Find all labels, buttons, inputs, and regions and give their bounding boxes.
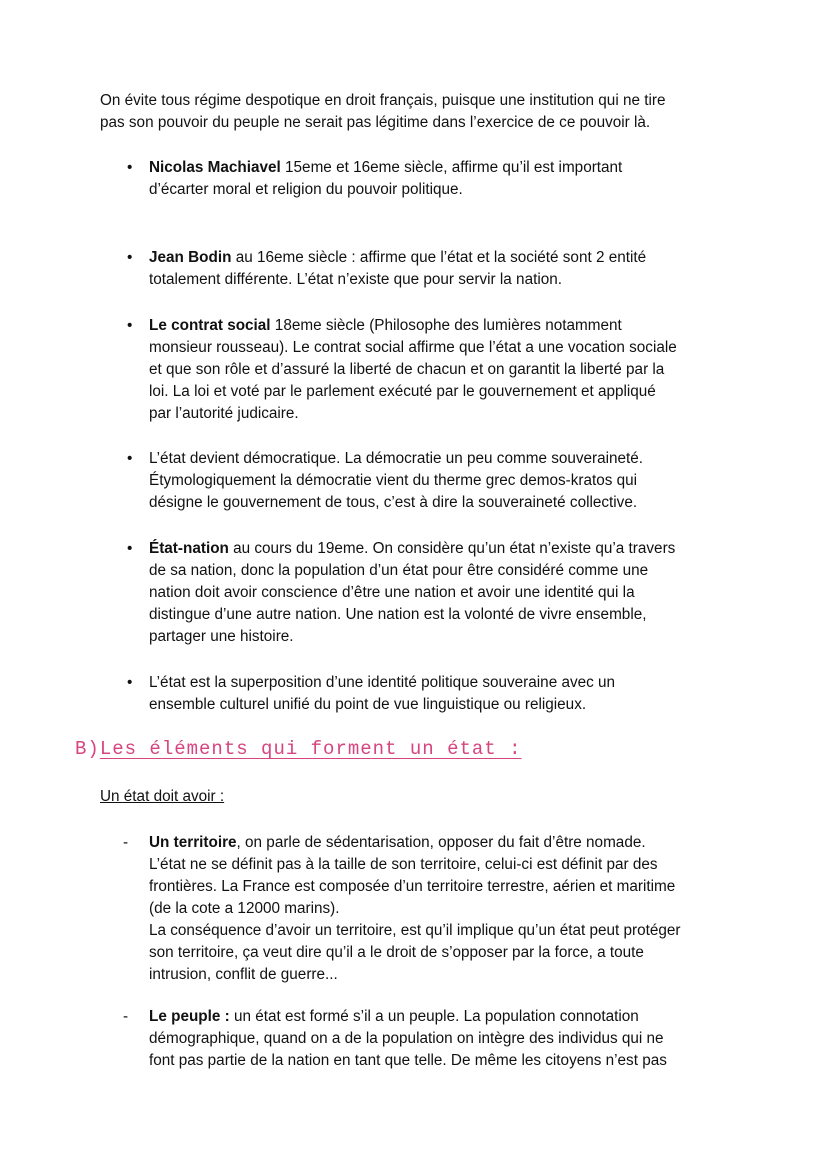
- text-line: [149, 672, 615, 694]
- text-line: [149, 337, 677, 359]
- text-line: [149, 942, 680, 964]
- subheading: Un état doit avoir :: [100, 788, 225, 805]
- heading-prefix: B): [75, 738, 100, 760]
- text-span: font pas partie de la nation en tant que telle. De même les citoyens n’est pas: [149, 1052, 667, 1069]
- text-span: nation doit avoir conscience d’être une nation et avoir une identité qui la: [149, 584, 635, 601]
- text-span: Étymologiquement la démocratie vient du therme grec demos-kratos qui: [149, 472, 638, 489]
- text-span: son territoire, ça veut dire qu’il a le droit de s’opposer par la force, a toute: [149, 944, 644, 961]
- text-span: un état est formé s’il a un peuple. La population connotation: [229, 1008, 639, 1025]
- text-span: de sa nation, donc la population d’un état pour être considéré comme une: [149, 562, 649, 579]
- text-line: [149, 448, 643, 470]
- text-line: On évite tous régime despotique en droit français, puisque une institution qui ne tire: [100, 92, 666, 109]
- text-span: 15eme et 16eme siècle, affirme qu’il est important: [280, 159, 623, 176]
- text-span: L’état devient démocratique. La démocratie un peu comme souveraineté.: [149, 450, 644, 467]
- dash-item: [123, 832, 681, 986]
- text-line: [149, 492, 643, 514]
- text-line: [149, 538, 675, 560]
- text-span: d’écarter moral et religion du pouvoir politique.: [149, 181, 463, 198]
- text-span: 18eme siècle (Philosophe des lumières notamment: [270, 317, 622, 334]
- text-line: [149, 403, 677, 425]
- text-line: [149, 964, 680, 986]
- text-span: partager une histoire.: [149, 628, 294, 645]
- text-span: et que son rôle et d’assuré la liberté de chacun et on garantit la liberté par la: [149, 361, 665, 378]
- bullet-marker: •: [127, 159, 133, 176]
- text-span: distingue d’une autre nation. Une nation est la volonté de vivre ensemble,: [149, 606, 647, 623]
- text-span: loi. La loi et voté par le parlement exécuté par le gouvernement et appliqué: [149, 383, 656, 400]
- text-span: désigne le gouvernement de tous, c’est à dire la souveraineté collective.: [149, 494, 638, 511]
- bullet-marker: •: [127, 450, 133, 467]
- text-span: intrusion, conflit de guerre...: [149, 966, 338, 983]
- bold-term: Le contrat social: [149, 317, 271, 334]
- intro-paragraph: [100, 90, 665, 134]
- text-span: , on parle de sédentarisation, opposer du fait d’être nomade.: [236, 834, 646, 851]
- dash-marker: -: [123, 1008, 129, 1025]
- text-line: [149, 269, 646, 291]
- text-line: pas son pouvoir du peuple ne serait pas légitime dans l’exercice de ce pouvoir là.: [100, 114, 651, 131]
- text-span: totalement différente. L’état n’existe que pour servir la nation.: [149, 271, 562, 288]
- text-line: [149, 247, 646, 269]
- bullet-item: [127, 538, 676, 648]
- text-line: [149, 854, 680, 876]
- text-line: [149, 381, 677, 403]
- bullet-item: [127, 448, 644, 514]
- text-span: frontières. La France est composée d’un territoire terrestre, aérien et maritime: [149, 878, 676, 895]
- bold-term: Un territoire: [149, 834, 237, 851]
- bullet-item: [127, 315, 677, 425]
- heading-title: Les éléments qui forment un état :: [99, 738, 522, 760]
- bullet-item: [127, 157, 623, 201]
- text-span: démographique, quand on a de la population on intègre des individus qui ne: [149, 1030, 664, 1047]
- text-line: [149, 604, 675, 626]
- bold-term: Nicolas Machiavel: [149, 159, 281, 176]
- text-span: L’état est la superposition d’une identité politique souveraine avec un: [149, 674, 616, 691]
- text-line: [149, 876, 680, 898]
- text-span: L’état ne se définit pas à la taille de son territoire, celui-ci est définit par des: [149, 856, 658, 873]
- text-line: [149, 359, 677, 381]
- text-line: [149, 898, 680, 920]
- dash-item: [123, 1006, 667, 1072]
- text-span: par l’autorité judicaire.: [149, 405, 299, 422]
- text-span: La conséquence d’avoir un territoire, est qu’il implique qu’un état peut protéger: [149, 922, 681, 939]
- text-line: [149, 832, 680, 854]
- text-line: [149, 560, 675, 582]
- text-span: monsieur rousseau). Le contrat social affirme que l’état a une vocation sociale: [149, 339, 677, 356]
- text-line: [149, 694, 615, 716]
- bold-term: Le peuple :: [149, 1008, 230, 1025]
- bullet-marker: •: [127, 540, 133, 557]
- bold-term: État-nation: [149, 540, 229, 557]
- bullet-marker: •: [127, 674, 133, 691]
- text-line: [149, 1006, 667, 1028]
- text-span: (de la cote a 12000 marins).: [149, 900, 340, 917]
- text-line: [149, 626, 675, 648]
- bullet-marker: •: [127, 317, 133, 334]
- section-heading: [75, 738, 521, 760]
- text-span: au 16eme siècle : affirme que l’état et la société sont 2 entité: [231, 249, 647, 266]
- text-line: [149, 179, 622, 201]
- bold-term: Jean Bodin: [149, 249, 232, 266]
- text-line: [149, 1050, 667, 1072]
- text-line: [149, 582, 675, 604]
- dash-marker: -: [123, 834, 129, 851]
- text-line: [149, 920, 680, 942]
- text-span: au cours du 19eme. On considère qu’un état n’existe qu’a travers: [228, 540, 676, 557]
- bullet-item: [127, 247, 647, 291]
- bullet-marker: •: [127, 249, 133, 266]
- text-line: [149, 315, 677, 337]
- bullet-item: [127, 672, 616, 716]
- text-line: [149, 157, 622, 179]
- text-line: [149, 1028, 667, 1050]
- text-span: ensemble culturel unifié du point de vue linguistique ou religieux.: [149, 696, 587, 713]
- text-line: [149, 470, 643, 492]
